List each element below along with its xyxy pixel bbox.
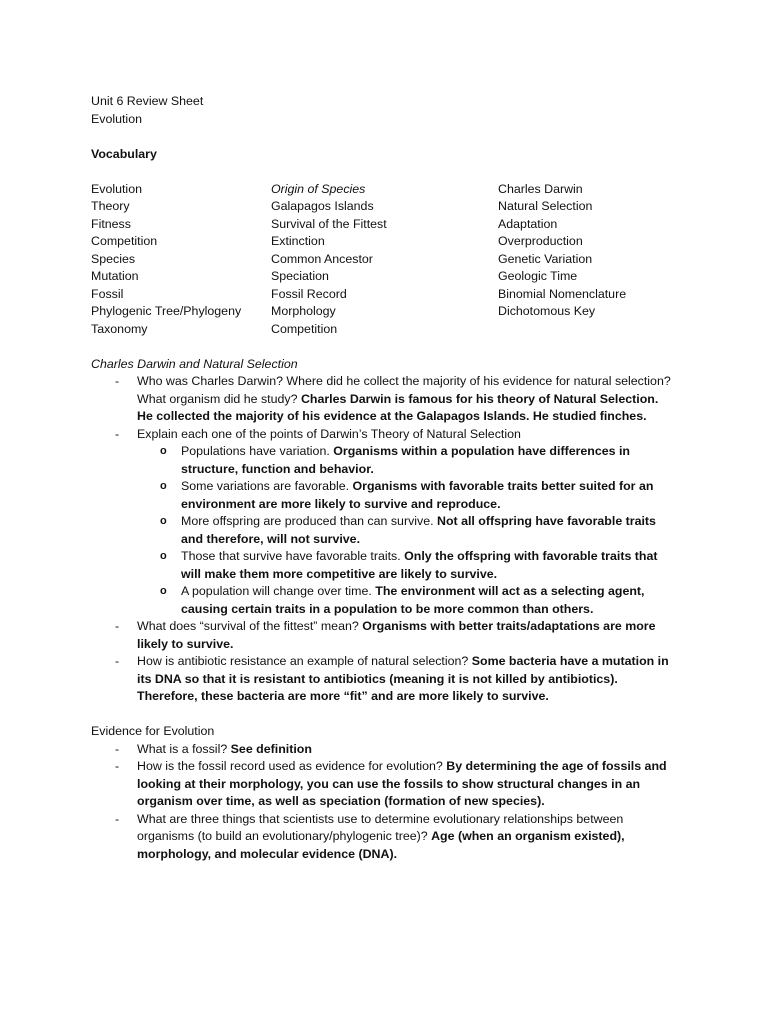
answer-text: Organisms with better traits/adaptations are more likely to survive. xyxy=(137,619,656,651)
theory-point xyxy=(137,443,671,478)
vocab-term: Geologic Time xyxy=(498,269,578,283)
point-text: More offspring are produced than can survive. xyxy=(181,514,434,528)
vocab-term: Morphology xyxy=(271,304,336,318)
point-text: Populations have variation. xyxy=(181,444,330,458)
answer-text: See definition xyxy=(230,741,312,756)
vocab-term: Fitness xyxy=(91,216,131,231)
vocab-term: Species xyxy=(91,251,136,266)
answer-text: By determining the age of fossils and looking at their morphology, you can use the fossils to show structural changes in an organism over time, as well as speciation (formation of new species). xyxy=(137,759,667,808)
question-item xyxy=(91,618,671,653)
document-subtitle: Evolution xyxy=(91,111,142,126)
vocabulary-column-2 xyxy=(271,181,498,339)
spacer xyxy=(91,706,691,724)
question-text: What does “survival of the fittest” mean? xyxy=(137,619,359,633)
question-item xyxy=(91,426,671,619)
question-item xyxy=(91,373,671,426)
vocab-term: Theory xyxy=(91,199,130,213)
vocab-term: Adaptation xyxy=(498,216,558,231)
vocab-term: Speciation xyxy=(271,269,329,283)
question-text: What is a fossil? xyxy=(137,741,228,756)
question-item xyxy=(91,811,671,864)
answer-text: Only the offspring with favorable traits that will make them more competitive are likely to survive. xyxy=(181,549,658,581)
spacer xyxy=(91,338,691,356)
question-item xyxy=(91,653,671,706)
vocab-term: Fossil Record xyxy=(271,286,347,301)
point-text: Those that survive have favorable traits. xyxy=(181,549,401,563)
question-text: How is the fossil record used as evidence for evolution? xyxy=(137,759,443,773)
answer-text: Not all offspring have favorable traits and therefore, will not survive. xyxy=(181,514,656,546)
theory-point xyxy=(137,548,671,583)
question-text: Who was Charles Darwin? Where did he collect the majority of his evidence for natural selection? What organism did he study? xyxy=(137,374,671,406)
section-heading-natural-selection: Charles Darwin and Natural Selection xyxy=(91,356,298,371)
answer-text: Charles Darwin is famous for his theory of Natural Selection. He collected the majority of his evidence at the Galapagos Islands. He studied finches. xyxy=(137,391,659,423)
question-item xyxy=(91,741,671,759)
natural-selection-questions xyxy=(91,373,691,706)
document-title: Unit 6 Review Sheet xyxy=(91,94,204,108)
vocab-term: Binomial Nomenclature xyxy=(498,286,627,301)
vocab-term: Evolution xyxy=(91,181,142,196)
evidence-questions xyxy=(91,741,691,864)
spacer xyxy=(91,128,691,146)
vocab-term: Natural Selection xyxy=(498,199,593,213)
theory-point xyxy=(137,513,671,548)
vocab-term: Charles Darwin xyxy=(498,181,583,196)
section-heading-evidence: Evidence for Evolution xyxy=(91,724,215,738)
theory-points-list xyxy=(137,443,671,618)
question-text: What are three things that scientists use to determine evolutionary relationships between organisms (to build an evolutionary/phylogenic tree)? xyxy=(137,811,624,843)
vocabulary-column-1 xyxy=(91,181,271,339)
answer-text: The environment will act as a selecting agent, causing certain traits in a population to be more common than others. xyxy=(181,584,645,616)
vocab-term: Genetic Variation xyxy=(498,251,593,266)
vocabulary-list xyxy=(91,181,691,339)
vocab-term: Mutation xyxy=(91,269,139,283)
vocab-term: Competition xyxy=(91,234,158,248)
vocab-term: Phylogenic Tree/Phylogeny xyxy=(91,304,242,318)
vocab-term: Dichotomous Key xyxy=(498,304,596,318)
vocab-term: Extinction xyxy=(271,234,325,248)
vocab-term: Taxonomy xyxy=(91,321,148,336)
vocab-term: Competition xyxy=(271,321,338,336)
question-text: How is antibiotic resistance an example of natural selection? xyxy=(137,654,469,668)
point-text: Some variations are favorable. xyxy=(181,479,350,493)
spacer xyxy=(91,163,691,181)
theory-point xyxy=(137,478,671,513)
question-text: Explain each one of the points of Darwin’s Theory of Natural Selection xyxy=(137,426,521,441)
vocab-term: Overproduction xyxy=(498,234,583,248)
question-item xyxy=(91,758,671,811)
theory-point xyxy=(137,583,671,618)
review-sheet xyxy=(91,93,691,863)
vocabulary-column-3 xyxy=(498,181,668,339)
vocab-term: Common Ancestor xyxy=(271,251,373,266)
vocab-term: Survival of the Fittest xyxy=(271,216,387,231)
vocab-term: Fossil xyxy=(91,286,124,301)
answer-text: Age (when an organism existed), morphology, and molecular evidence (DNA). xyxy=(137,829,625,861)
answer-text: Some bacteria have a mutation in its DNA so that it is resistant to antibiotics (meaning it is not killed by antibiotics). Therefore, these bacteria are more “fit” and are more likely to survive. xyxy=(137,654,669,703)
point-text: A population will change over time. xyxy=(181,584,372,598)
vocabulary-heading: Vocabulary xyxy=(91,146,157,161)
answer-text: Organisms within a population have differences in structure, function and behavior. xyxy=(181,444,630,476)
vocab-term: Origin of Species xyxy=(271,181,366,196)
answer-text: Organisms with favorable traits better suited for an environment are more likely to survive and reproduce. xyxy=(181,479,654,511)
vocab-term: Galapagos Islands xyxy=(271,199,374,213)
